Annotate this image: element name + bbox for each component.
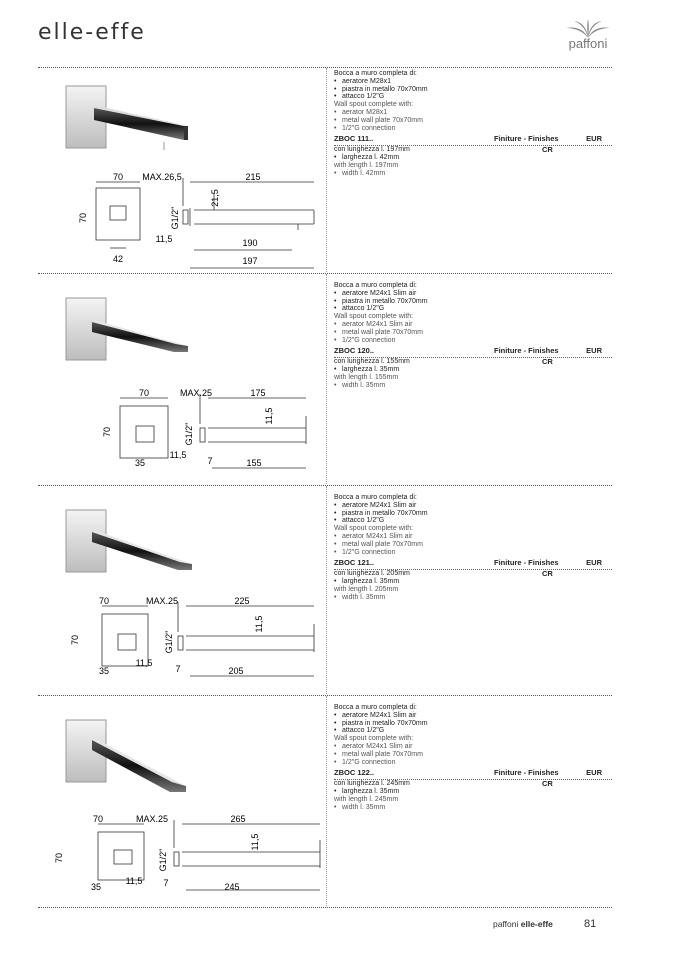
- dim-plate-width: 70: [92, 814, 104, 824]
- code-row: [334, 347, 612, 358]
- footer-brand: [493, 919, 553, 929]
- currency-label: EUR: [586, 768, 602, 778]
- product-photo: [64, 504, 194, 584]
- desc-it-item: • attacco 1/2"G: [334, 305, 612, 313]
- dim-total: 205: [228, 666, 244, 676]
- dim-thread: G1/2": [164, 630, 174, 654]
- dim-seven: 7: [207, 456, 213, 466]
- desc-en-item: • aerator M24x1 Slim air: [334, 533, 612, 541]
- width-en: • width l. 35mm: [334, 804, 612, 812]
- dim-height: 21,5: [210, 189, 220, 207]
- dim-max: MAX.25: [145, 596, 179, 606]
- length-it: con lunghezza l. 197mm: [334, 146, 410, 154]
- product-description: [334, 704, 612, 812]
- desc-it-title: Bocca a muro completa di:: [334, 70, 417, 77]
- dim-height: 11,5: [264, 407, 274, 425]
- finishes-label: Finiture - Finishes: [494, 346, 559, 356]
- length-en: with length l. 245mm: [334, 795, 399, 803]
- desc-it-item: • attacco 1/2"G: [334, 727, 612, 735]
- collection-title: elle-effe: [38, 20, 146, 45]
- product-code: ZBOC 122..: [334, 768, 375, 778]
- dim-height: 11,5: [254, 615, 264, 633]
- desc-en-item: • metal wall plate 70x70mm: [334, 329, 612, 337]
- desc-it-item: • piastra in metallo 70x70mm: [334, 298, 612, 306]
- dim-small: 11,5: [169, 450, 187, 460]
- desc-en-title: Wall spout complete with:: [334, 101, 414, 109]
- product-description: [334, 282, 612, 390]
- product-description: [334, 494, 612, 602]
- dim-small: 11,5: [155, 234, 173, 244]
- product-code: ZBOC 121..: [334, 558, 375, 568]
- product-photo: [64, 80, 194, 160]
- desc-en-item: • aerator M24x1 Slim air: [334, 743, 612, 751]
- width-en: • width l. 35mm: [334, 594, 612, 602]
- dim-width: 35: [134, 458, 146, 468]
- finish-code: CR: [542, 569, 553, 579]
- dim-length: 265: [230, 814, 246, 824]
- code-row: [334, 769, 612, 780]
- desc-en-item: • 1/2"G connection: [334, 337, 612, 345]
- desc-it-title: Bocca a muro completa di:: [334, 704, 417, 711]
- desc-en-item: • 1/2"G connection: [334, 125, 612, 133]
- finishes-label: Finiture - Finishes: [494, 558, 559, 568]
- dim-plate-height: 70: [102, 426, 112, 438]
- dim-thread: G1/2": [184, 422, 194, 446]
- desc-it-item: • aeratore M28x1: [334, 78, 612, 86]
- dim-width: 35: [90, 882, 102, 892]
- desc-it-item: • piastra in metallo 70x70mm: [334, 720, 612, 728]
- dim-length: 225: [234, 596, 250, 606]
- width-it: • larghezza l. 35mm: [334, 788, 612, 796]
- desc-en-item: • 1/2"G connection: [334, 759, 612, 767]
- desc-en-item: • metal wall plate 70x70mm: [334, 541, 612, 549]
- width-it: • larghezza l. 35mm: [334, 366, 612, 374]
- product-photo: [64, 292, 194, 372]
- desc-it-item: • attacco 1/2"G: [334, 93, 612, 101]
- desc-en-title: Wall spout complete with:: [334, 313, 414, 321]
- width-it: • larghezza l. 35mm: [334, 578, 612, 586]
- dim-max: MAX.25: [135, 814, 169, 824]
- dim-plate-width: 70: [112, 172, 124, 182]
- dim-plate-width: 70: [98, 596, 110, 606]
- length-en: with length l. 205mm: [334, 585, 399, 593]
- technical-drawing: [70, 594, 328, 704]
- dim-length: 175: [250, 388, 266, 398]
- desc-it-item: • aeratore M24x1 Slim air: [334, 502, 612, 510]
- desc-it-item: • aeratore M24x1 Slim air: [334, 290, 612, 298]
- length-it: con lunghezza l. 245mm: [334, 780, 410, 788]
- logo-wordmark: paffoni: [568, 36, 608, 51]
- desc-en-item: • metal wall plate 70x70mm: [334, 751, 612, 759]
- technical-drawing: [78, 386, 328, 496]
- desc-en-item: • 1/2"G connection: [334, 549, 612, 557]
- dim-plate-height: 70: [78, 212, 88, 224]
- dim-small: 11,5: [135, 658, 153, 668]
- footer-brand-a: paffoni: [493, 919, 519, 929]
- finish-code: CR: [542, 357, 553, 367]
- desc-it-item: • piastra in metallo 70x70mm: [334, 510, 612, 518]
- product-description: [334, 70, 612, 178]
- dim-width: 35: [98, 666, 110, 676]
- paffoni-logo: [556, 18, 620, 54]
- dim-plate-height: 70: [70, 634, 80, 646]
- length-it: con lunghezza l. 205mm: [334, 570, 410, 578]
- technical-drawing: [54, 812, 328, 922]
- dim-small: 11,5: [125, 876, 143, 886]
- finish-code: CR: [542, 145, 553, 155]
- currency-label: EUR: [586, 346, 602, 356]
- desc-it-title: Bocca a muro completa di:: [334, 282, 417, 289]
- product-section: [38, 282, 612, 482]
- code-row: [334, 135, 612, 146]
- desc-it-item: • attacco 1/2"G: [334, 517, 612, 525]
- width-en: • width l. 42mm: [334, 170, 612, 178]
- product-section: [38, 70, 612, 272]
- desc-it-item: • piastra in metallo 70x70mm: [334, 86, 612, 94]
- dim-thread: G1/2": [158, 848, 168, 872]
- section-divider: [38, 67, 612, 68]
- desc-en-item: • metal wall plate 70x70mm: [334, 117, 612, 125]
- width-it: • larghezza l. 42mm: [334, 154, 612, 162]
- currency-label: EUR: [586, 558, 602, 568]
- dim-height: 11,5: [250, 833, 260, 851]
- desc-en-title: Wall spout complete with:: [334, 525, 414, 533]
- dim-total: 197: [242, 256, 258, 266]
- length-en: with length l. 155mm: [334, 373, 399, 381]
- footer-brand-b: elle-effe: [520, 919, 553, 929]
- length-en: with length l. 197mm: [334, 161, 399, 169]
- width-en: • width l. 35mm: [334, 382, 612, 390]
- dim-plate-height: 70: [54, 852, 64, 864]
- finish-code: CR: [542, 779, 553, 789]
- desc-en-item: • aerator M24x1 Slim air: [334, 321, 612, 329]
- dim-thread: G1/2": [170, 206, 180, 230]
- currency-label: EUR: [586, 134, 602, 144]
- dim-seven: 7: [163, 878, 169, 888]
- desc-it-item: • aeratore M24x1 Slim air: [334, 712, 612, 720]
- dim-max: MAX.26,5: [142, 172, 182, 182]
- product-code: ZBOC 120..: [334, 346, 375, 356]
- product-section: [38, 704, 612, 904]
- desc-en-item: • aerator M28x1: [334, 109, 612, 117]
- code-row: [334, 559, 612, 570]
- dim-seven: 7: [175, 664, 181, 674]
- dim-inner: 190: [242, 238, 258, 248]
- finishes-label: Finiture - Finishes: [494, 768, 559, 778]
- finishes-label: Finiture - Finishes: [494, 134, 559, 144]
- technical-drawing: [78, 170, 328, 280]
- page-number: 81: [584, 918, 597, 930]
- desc-en-title: Wall spout complete with:: [334, 735, 414, 743]
- product-code: ZBOC 111..: [334, 134, 374, 144]
- dim-max: MAX.25: [179, 388, 213, 398]
- desc-it-title: Bocca a muro completa di:: [334, 494, 417, 501]
- dim-length: 215: [245, 172, 261, 182]
- dim-plate-width: 70: [138, 388, 150, 398]
- product-section: [38, 494, 612, 694]
- length-it: con lunghezza l. 155mm: [334, 358, 410, 366]
- dim-width: 42: [112, 254, 124, 264]
- dim-total: 155: [246, 458, 262, 468]
- product-photo: [64, 714, 194, 794]
- dim-total: 245: [224, 882, 240, 892]
